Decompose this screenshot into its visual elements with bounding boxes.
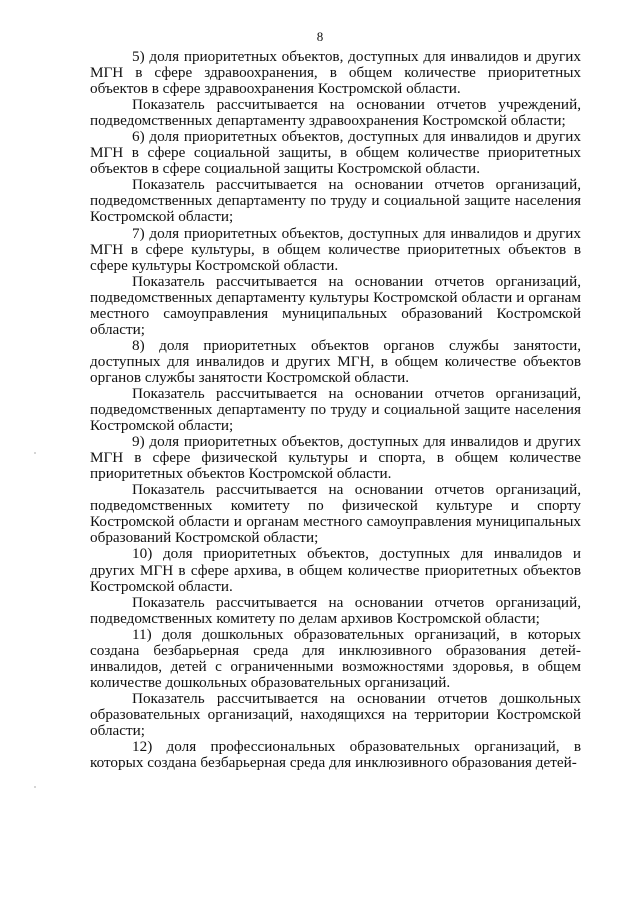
paragraph-calculation-9: Показатель рассчитывается на основании отчетов организаций, подведомственных комитету по физической культуре и спорту Костромской области и органам местного самоуправления муниципальных образований Костромской области;	[90, 481, 581, 547]
paragraph-indicator-10: 10) доля приоритетных объектов, доступных для инвалидов и других МГН в сфере архива, в общем количестве приоритетных объектов Костромской области.	[90, 545, 581, 595]
paragraph-indicator-6: 6) доля приоритетных объектов, доступных для инвалидов и других МГН в сфере социальной защиты, в общем количестве приоритетных объектов в сфере социальной защиты Костромской области.	[90, 128, 581, 178]
document-body	[90, 49, 581, 771]
paragraph-indicator-5: 5) доля приоритетных объектов, доступных для инвалидов и других МГН в сфере здравоохранения, в общем количестве приоритетных объектов в сфере здравоохранения Костромской области.	[90, 48, 581, 98]
paragraph-indicator-9: 9) доля приоритетных объектов, доступных для инвалидов и других МГН в сфере физической культуры и спорта, в общем количестве приоритетных объектов Костромской области.	[90, 433, 581, 483]
paragraph-calculation-10: Показатель рассчитывается на основании отчетов организаций, подведомственных комитету по делам архивов Костромской области;	[90, 593, 581, 627]
paragraph-indicator-11: 11) доля дошкольных образовательных организаций, в которых создана безбарьерная среда для инклюзивного образования детей-инвалидов, детей с ограниченными возможностями здоровья, в общем количестве дошкольных образовательных организаций.	[90, 625, 581, 691]
paragraph-calculation-7: Показатель рассчитывается на основании отчетов организаций, подведомственных департаменту культуры Костромской области и органам местного самоуправления муниципальных образований Костромской области;	[90, 272, 581, 338]
scan-dot	[34, 786, 36, 788]
paragraph-calculation-6: Показатель рассчитывается на основании отчетов организаций, подведомственных департаменту по труду и социальной защите населения Костромской области;	[90, 176, 581, 226]
paragraph-indicator-7: 7) доля приоритетных объектов, доступных для инвалидов и других МГН в сфере культуры, в общем количестве приоритетных объектов в сфере культуры Костромской области.	[90, 224, 581, 274]
paragraph-calculation-8: Показатель рассчитывается на основании отчетов организаций, подведомственных департаменту по труду и социальной защите населения Костромской области;	[90, 384, 581, 435]
paragraph-indicator-12: 12) доля профессиональных образовательных организаций, в которых создана безбарьерная среда для инклюзивного образования детей-	[90, 738, 581, 772]
paragraph-indicator-8: 8) доля приоритетных объектов органов службы занятости, доступных для инвалидов и других МГН, в общем количестве объектов органов службы занятости Костромской области.	[90, 336, 581, 386]
paragraph-calculation-5: Показатель рассчитывается на основании отчетов учреждений, подведомственных департаменту здравоохранения Костромской области;	[90, 96, 581, 130]
page-number: 8	[316, 29, 324, 44]
scan-dot	[34, 452, 36, 454]
paragraph-calculation-11: Показатель рассчитывается на основании отчетов дошкольных образовательных организаций, находящихся на территории Костромской области;	[90, 689, 581, 739]
